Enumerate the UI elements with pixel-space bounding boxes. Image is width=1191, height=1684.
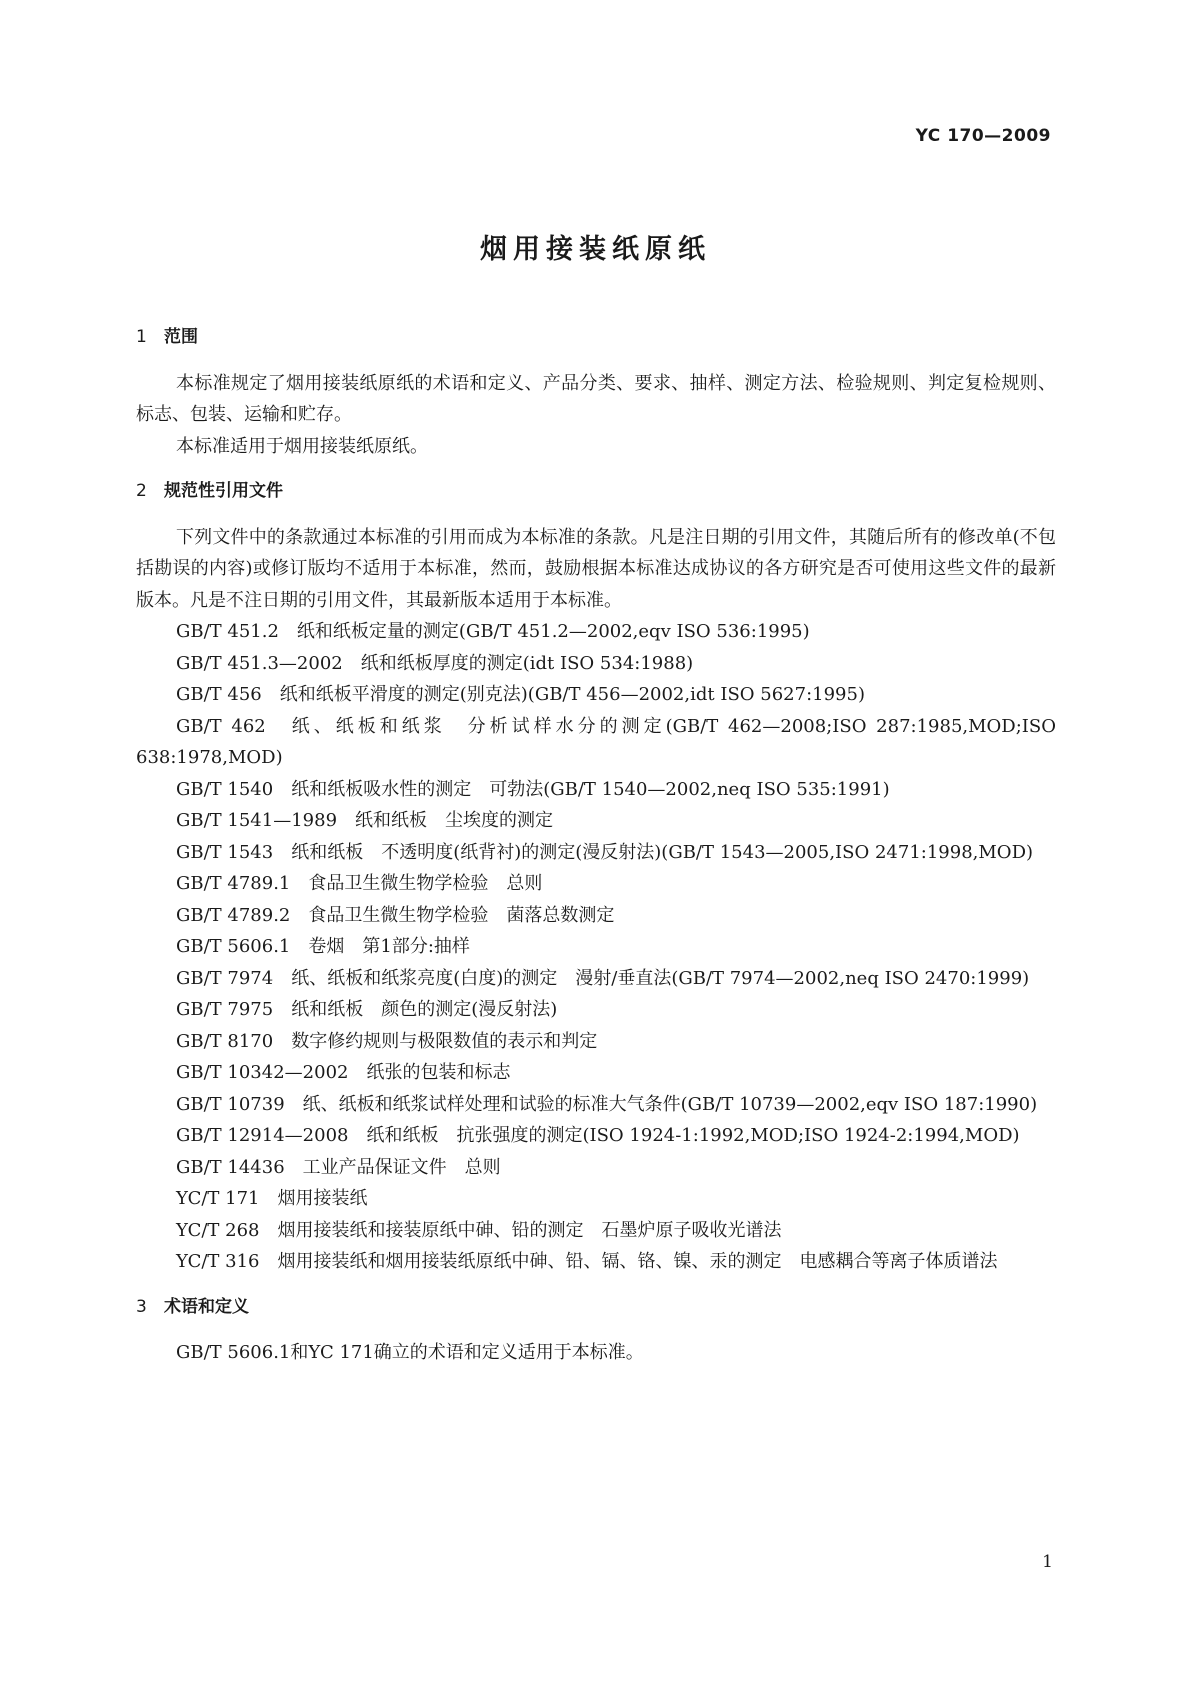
reference-item: GB/T 4789.1 食品卫生微生物学检验 总则 — [176, 873, 543, 894]
section-number: 3 — [136, 1296, 147, 1317]
document-body — [136, 322, 1062, 1369]
reference-item: YC/T 268 烟用接装纸和接装原纸中砷、铅的测定 石墨炉原子吸收光谱法 — [176, 1219, 782, 1241]
reference-item: GB/T 462 纸、纸板和纸浆 分析试样水分的测定(GB/T 462—2008;ISO 287:1985,MOD;ISO 638:1978,MOD) — [136, 715, 1062, 768]
reference-item: GB/T 8170 数字修约规则与极限数值的表示和判定 — [176, 1030, 598, 1052]
document-code: YC 170—2009 — [915, 126, 1051, 146]
section-number: 1 — [136, 327, 147, 347]
reference-item: YC/T 316 烟用接装纸和烟用接装纸原纸中砷、铅、镉、铬、镍、汞的测定 电感耦合等离子体质谱法 — [176, 1251, 998, 1272]
section-title: 规范性引用文件 — [164, 481, 283, 501]
reference-item: GB/T 7975 纸和纸板 颜色的测定(漫反射法) — [176, 999, 558, 1020]
reference-item: GB/T 1540 纸和纸板吸水性的测定 可勃法(GB/T 1540—2002,neq ISO 535:1991) — [176, 778, 890, 800]
reference-item: GB/T 10739 纸、纸板和纸浆试样处理和试验的标准大气条件(GB/T 10739—2002,eqv ISO 187:1990) — [176, 1093, 1038, 1115]
reference-item: GB/T 1543 纸和纸板 不透明度(纸背衬)的测定(漫反射法)(GB/T 1543—2005,ISO 2471:1998,MOD) — [176, 841, 1034, 863]
section-heading-scope — [136, 322, 1056, 354]
paragraph: 本标准适用于烟用接装纸原纸。 — [176, 435, 428, 457]
reference-item: GB/T 10342—2002 纸张的包装和标志 — [176, 1062, 511, 1083]
paragraph: 下列文件中的条款通过本标准的引用而成为本标准的条款。凡是注日期的引用文件，其随后所有的修改单(不包括勘误的内容)或修订版均不适用于本标准，然而，鼓励根据本标准达成协议的各方研究是否可使用这些文件的最新版本。凡是不注日期的引用文件，其最新版本适用于本标准。 — [136, 526, 1056, 611]
reference-item: GB/T 451.3—2002 纸和纸板厚度的测定(idt ISO 534:1988) — [176, 652, 694, 674]
reference-item: GB/T 456 纸和纸板平滑度的测定(别克法)(GB/T 456—2002,idt ISO 5627:1995) — [176, 684, 865, 705]
paragraph: 本标准规定了烟用接装纸原纸的术语和定义、产品分类、要求、抽样、测定方法、检验规则、判定复检规则、标志、包装、运输和贮存。 — [136, 372, 1056, 425]
reference-item: YC/T 171 烟用接装纸 — [176, 1188, 368, 1209]
reference-item: GB/T 1541—1989 纸和纸板 尘埃度的测定 — [176, 810, 554, 831]
reference-item: GB/T 5606.1 卷烟 第1部分:抽样 — [176, 936, 470, 957]
section-title: 范围 — [164, 327, 198, 347]
page-number: 1 — [1042, 1552, 1053, 1572]
reference-item: GB/T 4789.2 食品卫生微生物学检验 菌落总数测定 — [176, 904, 615, 926]
reference-item: GB/T 7974 纸、纸板和纸浆亮度(白度)的测定 漫射/垂直法(GB/T 7974—2002,neq ISO 2470:1999) — [176, 967, 1030, 989]
section-number: 2 — [136, 481, 147, 501]
section-heading-normative-references — [136, 476, 1056, 508]
section-title: 术语和定义 — [164, 1296, 249, 1317]
reference-item: GB/T 14436 工业产品保证文件 总则 — [176, 1156, 501, 1178]
document-title: 烟用接装纸原纸 — [480, 234, 711, 265]
reference-item: GB/T 451.2 纸和纸板定量的测定(GB/T 451.2—2002,eqv ISO 536:1995) — [176, 621, 810, 642]
paragraph: GB/T 5606.1和YC 171确立的术语和定义适用于本标准。 — [176, 1342, 644, 1363]
section-heading-terms-definitions — [136, 1292, 1056, 1324]
reference-item: GB/T 12914—2008 纸和纸板 抗张强度的测定(ISO 1924-1:1992,MOD;ISO 1924-2:1994,MOD) — [176, 1125, 1020, 1146]
